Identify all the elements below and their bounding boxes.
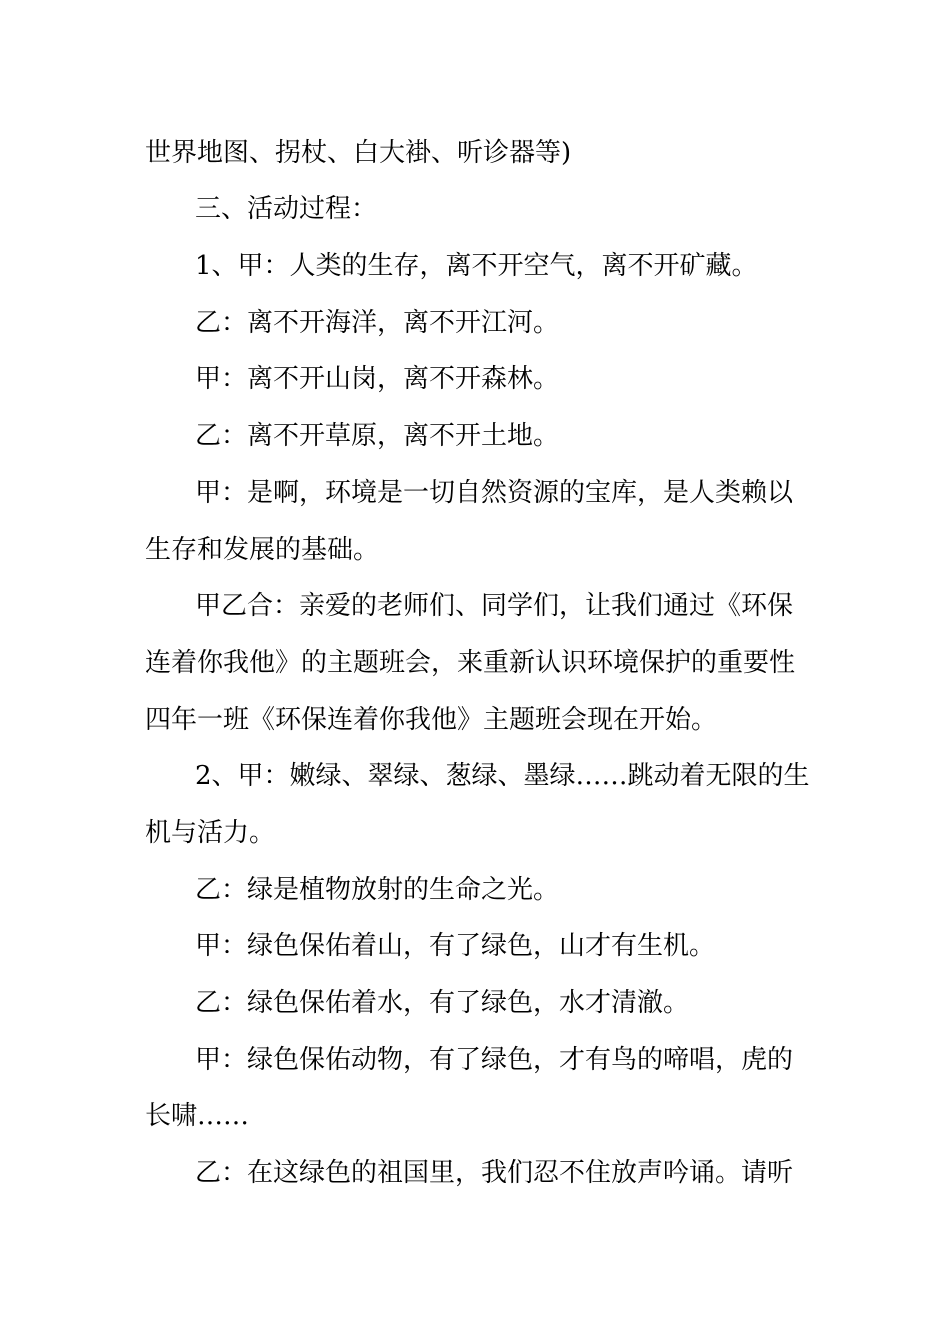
text-line: 甲：离不开山岗，离不开森林。 (195, 364, 560, 394)
text-line: 甲：绿色保佑着山，有了绿色，山才有生机。 (195, 931, 716, 961)
text-line: 2、甲：嫩绿、翠绿、葱绿、墨绿……跳动着无限的生 (195, 761, 810, 791)
text-line: 生存和发展的基础。 (145, 535, 380, 565)
text-line: 乙：绿色保佑着水，有了绿色，水才清澈。 (195, 988, 690, 1018)
text-line: 乙：在这绿色的祖国里，我们忍不住放声吟诵。请听 (195, 1158, 794, 1188)
text-line: 四年一班《环保连着你我他》主题班会现在开始。 (145, 705, 718, 735)
text-line: 连着你我他》的主题班会，来重新认识环境保护的重要性 (145, 648, 796, 678)
text-line: 乙：离不开海洋，离不开江河。 (195, 308, 560, 338)
text-line: 甲乙合：亲爱的老师们、同学们，让我们通过《环保 (195, 591, 794, 621)
text-line: 甲：是啊，环境是一切自然资源的宝库，是人类赖以 (195, 478, 794, 508)
text-line: 世界地图、拐杖、白大褂、听诊器等) (145, 138, 572, 168)
section-heading: 三、活动过程： (195, 194, 378, 224)
text-line: 长啸…… (145, 1101, 250, 1131)
text-line: 甲：绿色保佑动物，有了绿色，才有鸟的啼唱，虎的 (195, 1045, 794, 1075)
text-line: 机与活力。 (145, 818, 276, 848)
text-line: 乙：绿是植物放射的生命之光。 (195, 875, 560, 905)
text-line: 乙：离不开草原，离不开土地。 (195, 421, 560, 451)
text-line: 1、甲：人类的生存，离不开空气，离不开矿藏。 (195, 251, 758, 281)
